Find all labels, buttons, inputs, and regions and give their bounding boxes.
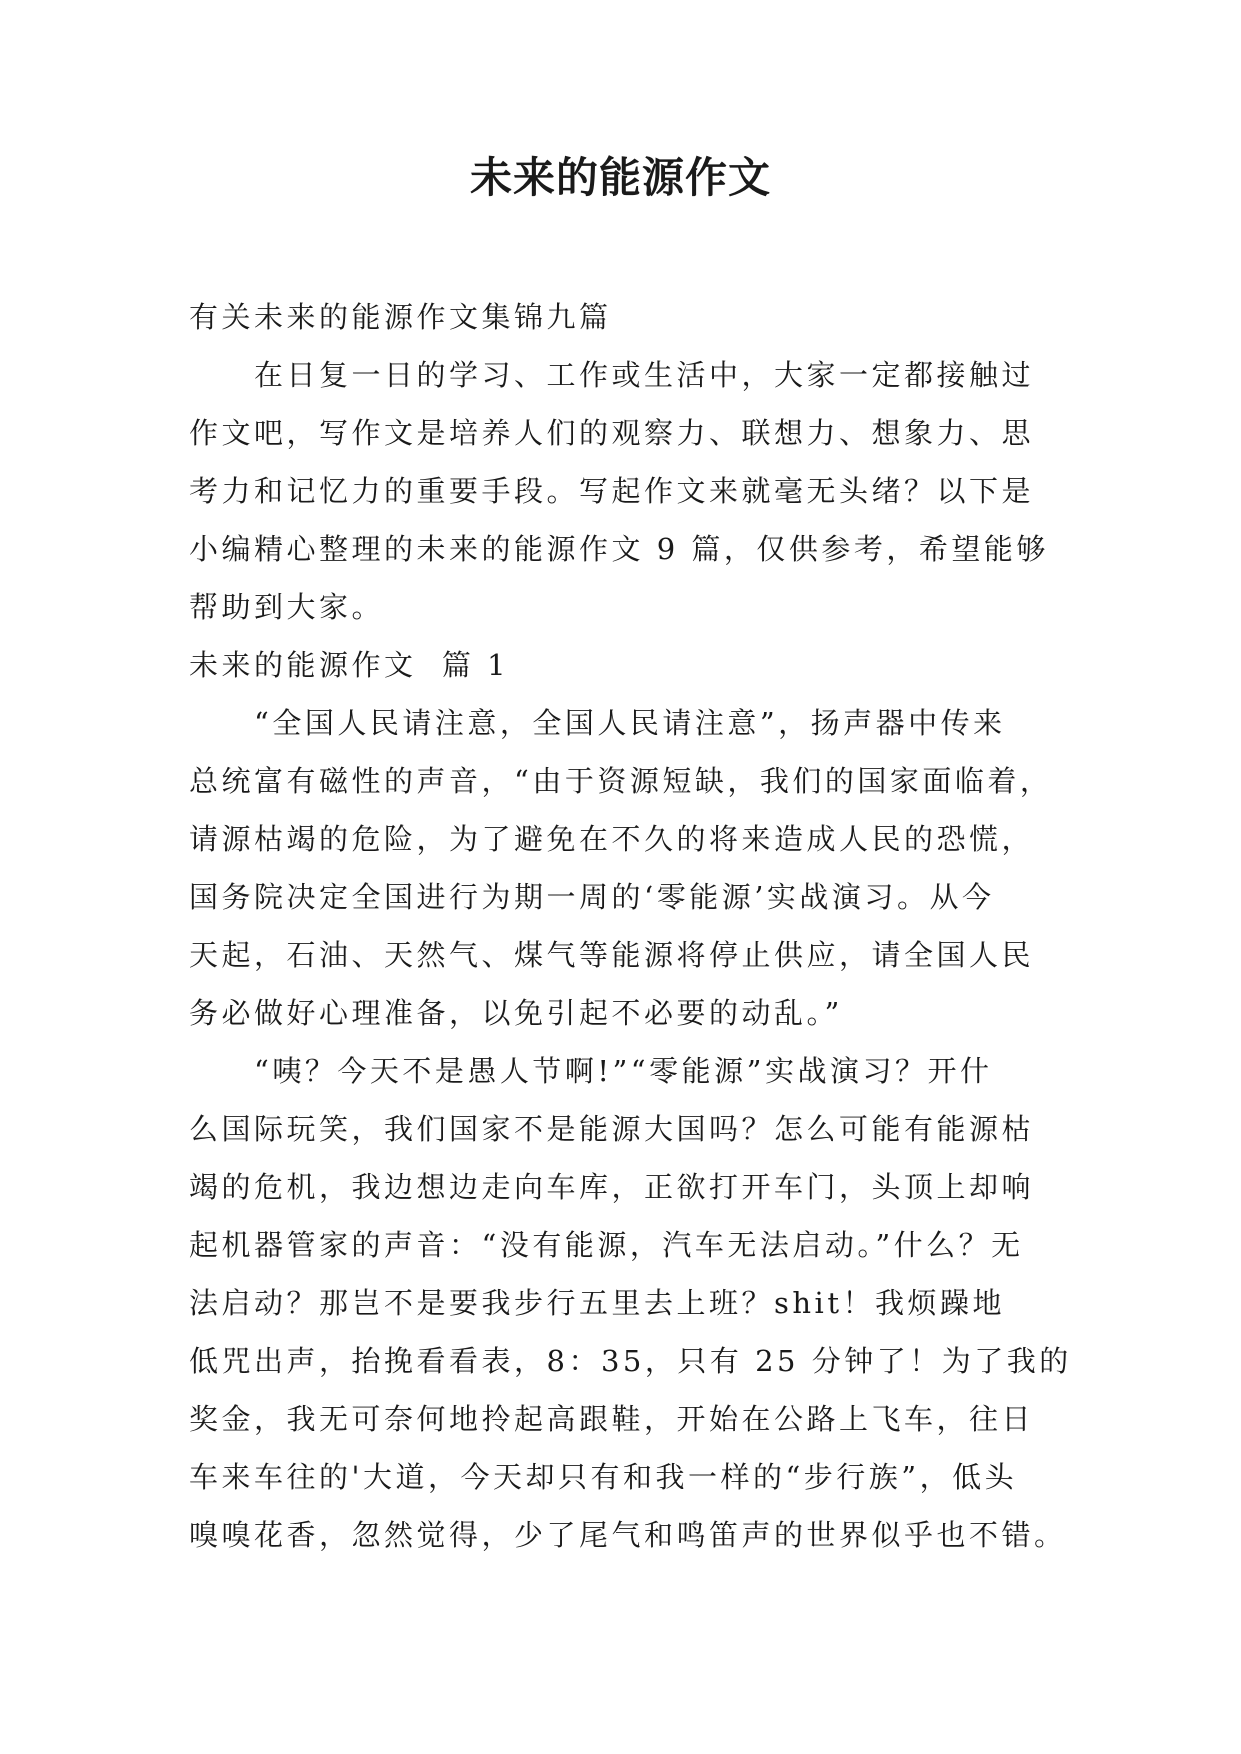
paragraph-line: 总统富有磁性的声音，“由于资源短缺，我们的国家面临着，: [189, 764, 1053, 798]
paragraph-line: 国务院决定全国进行为期一周的‘零能源’实战演习。从今: [189, 880, 995, 914]
paragraph-line: 法启动？那岂不是要我步行五里去上班？shit！我烦躁地: [189, 1286, 1005, 1320]
paragraph-line: 作文吧，写作文是培养人们的观察力、联想力、想象力、思: [189, 416, 1035, 450]
paragraph-line: 起机器管家的声音：“没有能源，汽车无法启动。”什么？无: [189, 1228, 1024, 1262]
paragraph-line: “咦？今天不是愚人节啊!”“零能源”实战演习？开什: [189, 1054, 993, 1088]
document-title: 未来的能源作文: [469, 153, 771, 202]
section-heading: 未来的能源作文 篇 1: [189, 648, 510, 682]
paragraph-line: 竭的危机，我边想边走向车库，正欲打开车门，头顶上却响: [189, 1170, 1035, 1204]
paragraph-line: 请源枯竭的危险，为了避免在不久的将来造成人民的恐慌，: [189, 822, 1035, 856]
paragraph-line: 考力和记忆力的重要手段。写起作文来就毫无头绪？以下是: [189, 474, 1035, 508]
paragraph-line: 帮助到大家。: [189, 590, 385, 624]
paragraph-line: 车来车往的'大道，今天却只有和我一样的“步行族”，低头: [189, 1460, 1018, 1494]
paragraph-line: 嗅嗅花香，忽然觉得，少了尾气和鸣笛声的世界似乎也不错。: [189, 1518, 1067, 1552]
paragraph-line: 务必做好心理准备，以免引起不必要的动乱。”: [189, 996, 843, 1030]
paragraph-line: 天起，石油、天然气、煤气等能源将停止供应，请全国人民: [189, 938, 1035, 972]
paragraph-line: 么国际玩笑，我们国家不是能源大国吗？怎么可能有能源枯: [189, 1112, 1035, 1146]
paragraph-line: 奖金，我无可奈何地拎起高跟鞋，开始在公路上飞车，往日: [189, 1402, 1035, 1436]
paragraph-line: “全国人民请注意，全国人民请注意”，扬声器中传来: [189, 706, 1006, 740]
document-body: [189, 288, 1072, 1564]
paragraph-line: 低咒出声，抬挽看看表，8：35，只有 25 分钟了！为了我的: [189, 1344, 1072, 1378]
paragraph-line: 小编精心整理的未来的能源作文 9 篇，仅供参考，希望能够: [189, 532, 1049, 566]
subtitle-line: 有关未来的能源作文集锦九篇: [189, 300, 612, 334]
paragraph-line: 在日复一日的学习、工作或生活中，大家一定都接触过: [189, 358, 1035, 392]
